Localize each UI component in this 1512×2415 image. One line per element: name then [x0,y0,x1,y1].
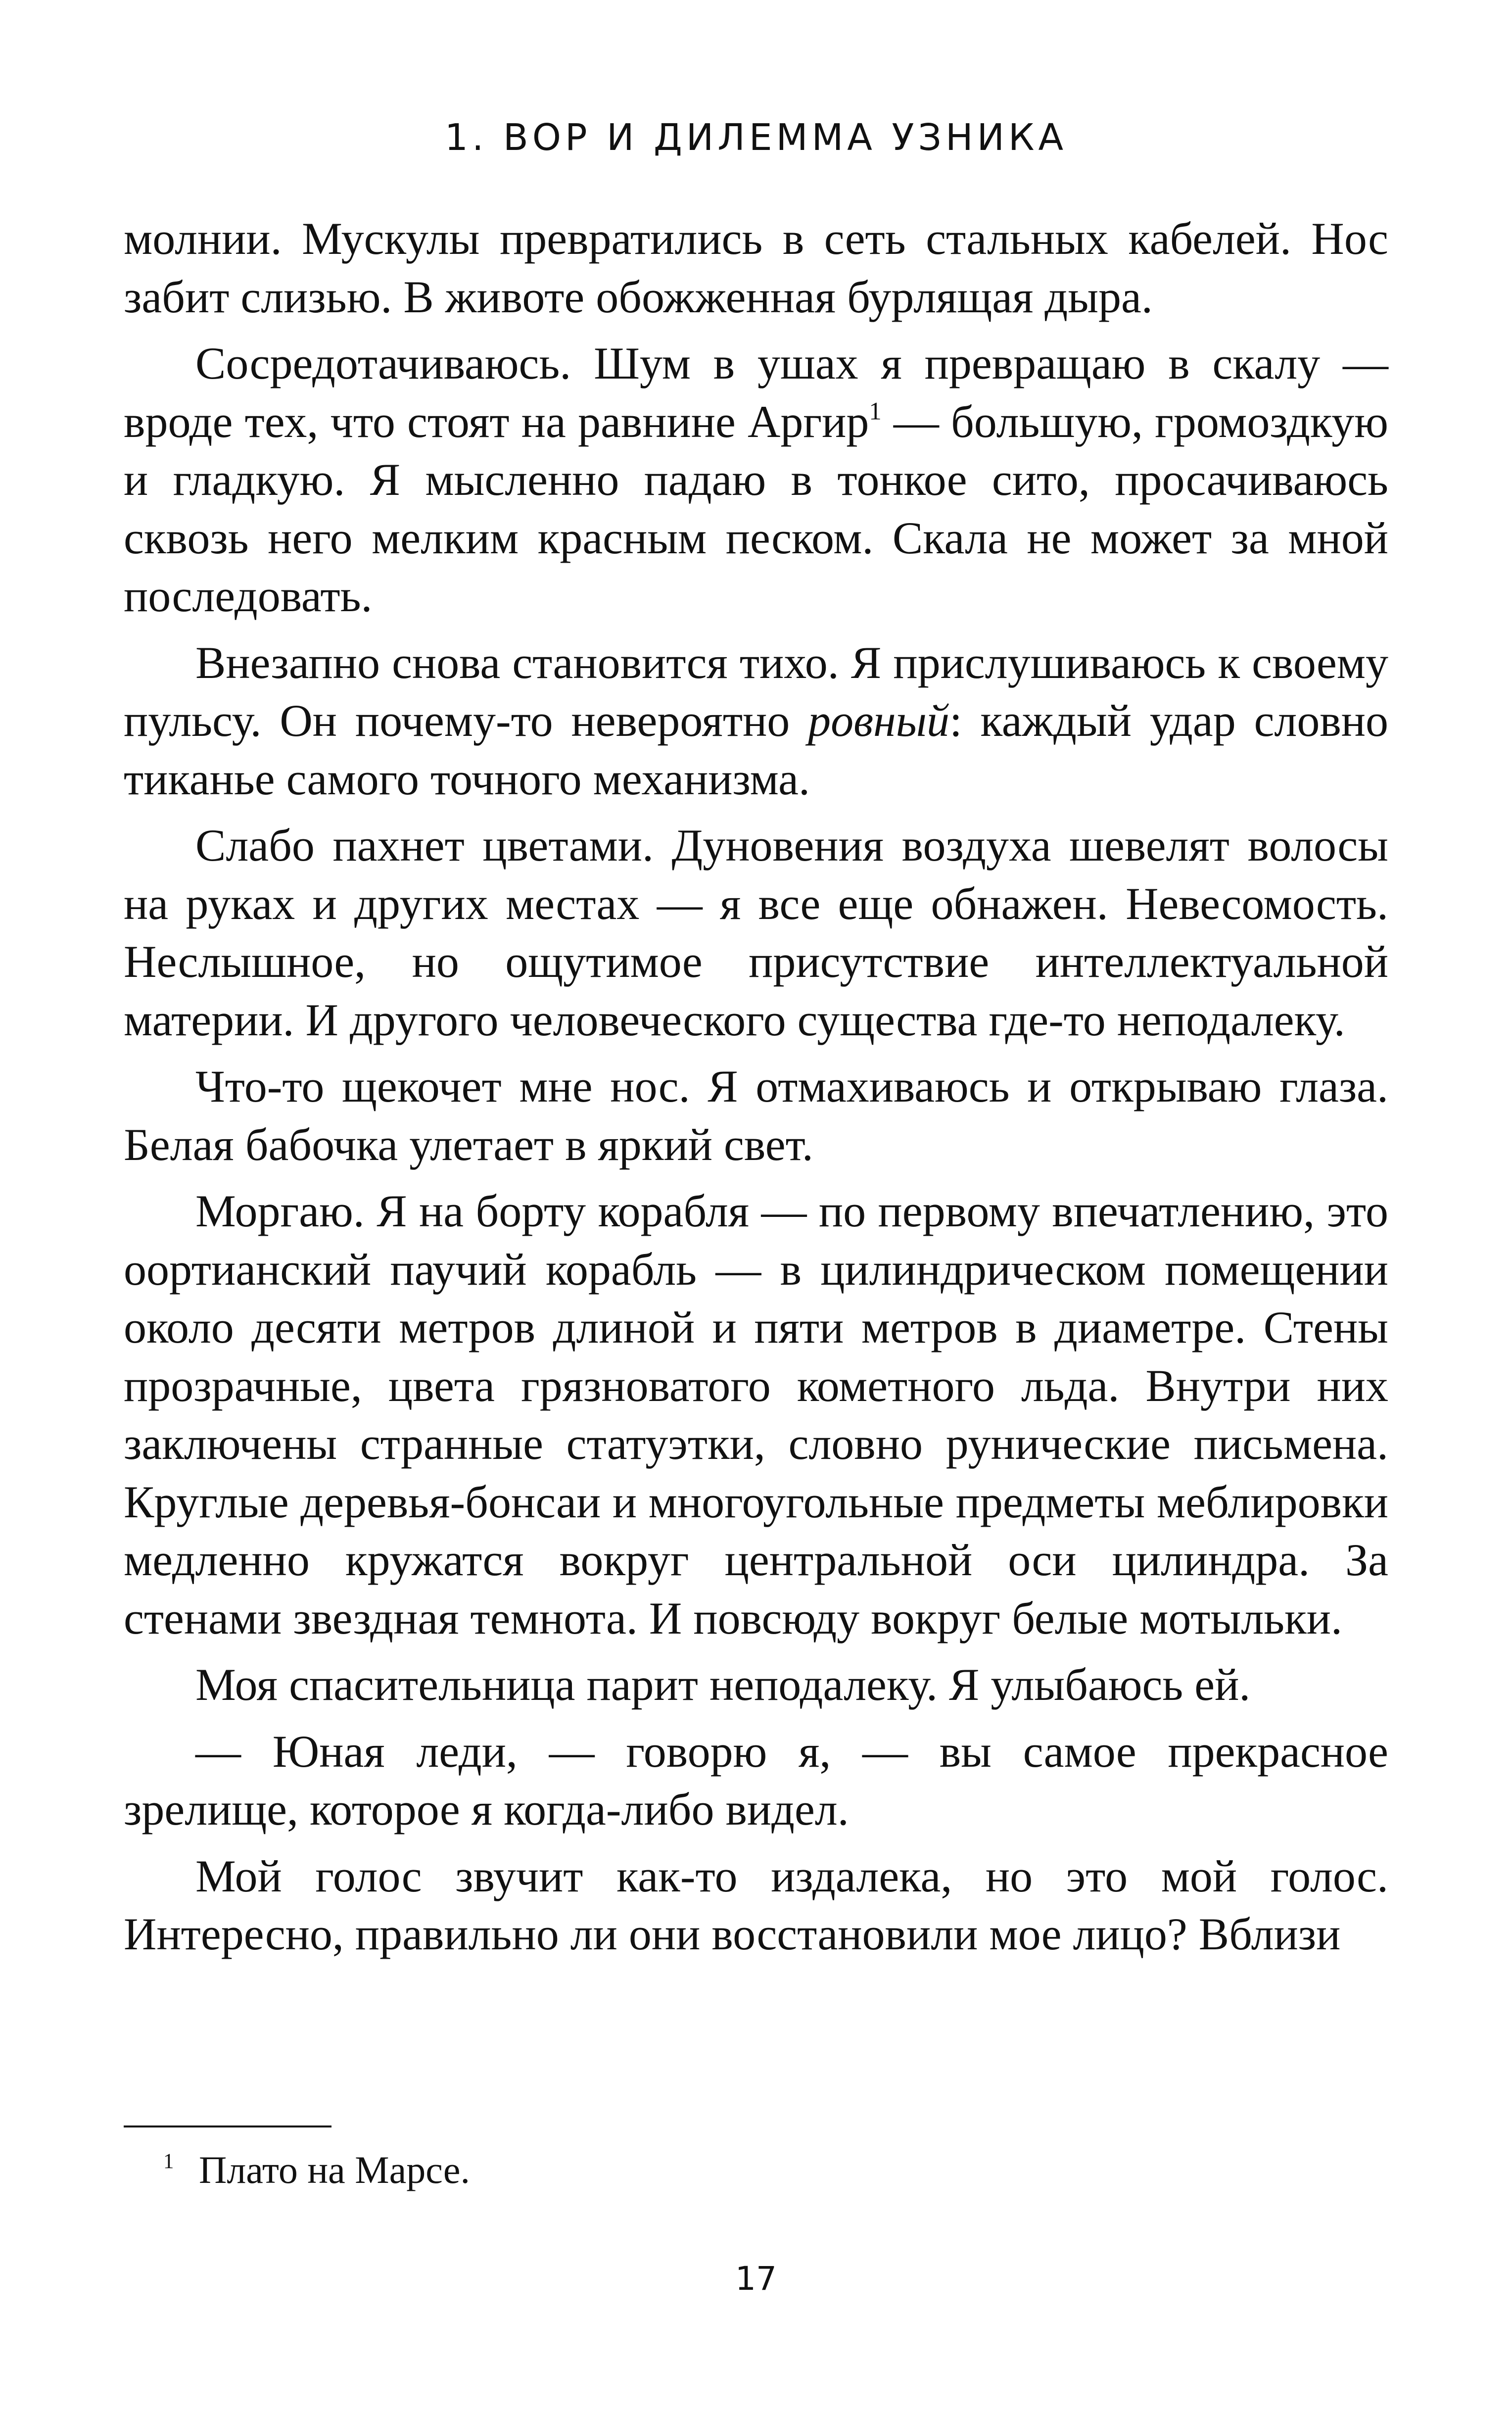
footnote-mark: 1 [163,2149,174,2173]
italic-emphasis: ровный [808,695,950,746]
paragraph-text: Внезапно снова становится тихо. Я прислушиваюсь к своему пульсу. Он почему-то невероятно [124,637,1388,746]
running-head: 1. ВОР И ДИЛЕММА УЗНИКА [444,116,1068,159]
body-text [124,210,1388,1964]
paragraph: молнии. Мускулы превратились в сеть стальных кабелей. Нос забит слизью. В животе обожженная бурлящая дыра. [124,213,1388,322]
paragraph [124,634,1388,809]
page-number: 17 [735,2260,777,2298]
footnote [163,2145,1351,2195]
paragraph: Моя спасительница парит неподалеку. Я улыбаюсь ей. [195,1659,1251,1710]
paragraph [124,335,1388,626]
paragraph: — Юная леди, — говорю я, — вы самое прекрасное зрелище, которое я когда-либо видел. [124,1726,1388,1835]
paragraph: Слабо пахнет цветами. Дуновения воздуха шевелят волосы на руках и других местах — я все еще обнажен. Невесомость. Неслышное, но ощутимое присутствие интеллектуальной материи. И другого человеческого существа где-то неподалеку. [124,820,1388,1045]
footnote-divider [124,2125,331,2127]
paragraph-text: — большую, громоздкую и гладкую. Я мысленно падаю в тонкое сито, просачиваюсь сквозь него мелким красным песком. Скала не может за мной последовать. [124,396,1389,621]
paragraph: Моргаю. Я на борту корабля — по первому впечатлению, это оортианский паучий корабль — в цилиндрическом помещении около десяти метров длиной и пяти метров в диаметре. Стены прозрачные, цвета грязноватого кометного льда. Внутри них заключены странные статуэтки, словно рунические письмена. Круглые деревья-бонсаи и многоугольные предметы меблировки медленно кружатся вокруг центральной оси цилиндра. За стенами звездная темнота. И повсюду вокруг белые мотыльки. [124,1186,1388,1643]
paragraph: Что-то щекочет мне нос. Я отмахиваюсь и открываю глаза. Белая бабочка улетает в яркий свет. [124,1061,1388,1170]
paragraph: Мой голос звучит как-то издалека, но это мой голос. Интересно, правильно ли они восстановили мое лицо? Вблизи [124,1850,1388,1959]
paragraph-text: : каждый удар словно тиканье самого точного механизма. [124,695,1388,804]
footnote-text: Плато на Марсе. [199,2148,470,2191]
paragraph-text: Сосредотачиваюсь. Шум в ушах я превращаю в скалу — вроде тех, что стоят на равнине Аргир [124,338,1388,447]
footnote-reference: 1 [869,397,882,425]
